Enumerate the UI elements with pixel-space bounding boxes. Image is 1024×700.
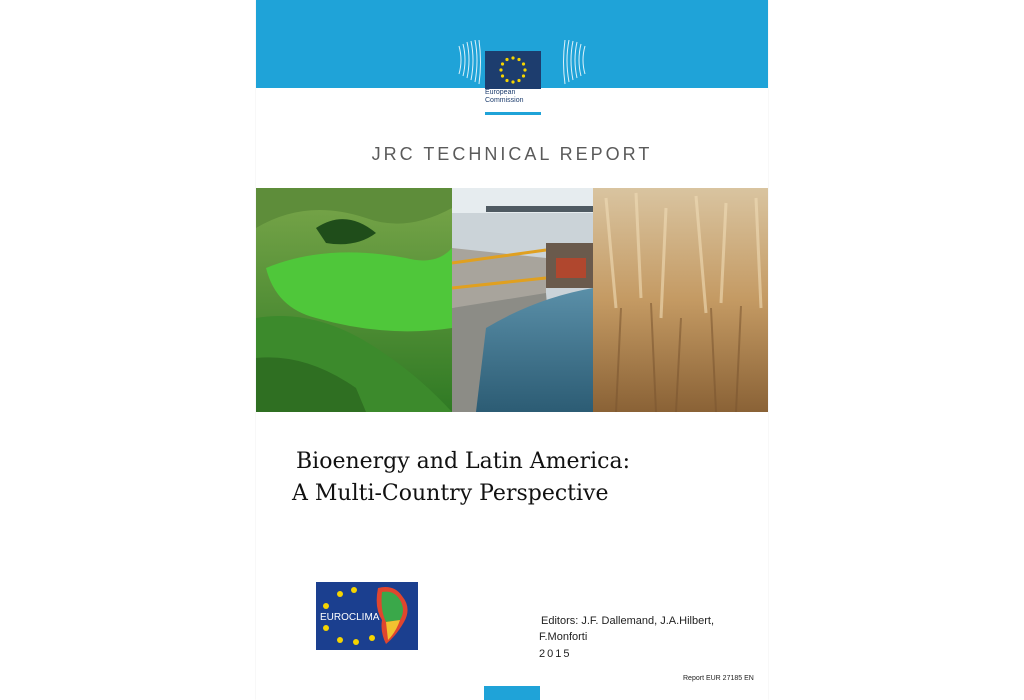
euroclima-label: EUROCLIMA [320,612,380,623]
european-commission-name [485,89,565,105]
cover-photo-strip [256,188,768,412]
ec-logo-underline [485,112,541,115]
report-title-line2: A Multi-Country Perspective [292,481,609,506]
report-cover [256,0,768,700]
bottom-blue-tab [484,686,540,700]
report-number: Report EUR 27185 EN [683,675,754,682]
euroclima-logo-icon [316,582,418,650]
publication-year: 2015 [539,648,572,660]
wheat-field-photo [593,188,768,412]
editors-line2: F.Monforti [539,631,588,643]
editors-line1: Editors: J.F. Dallemand, J.A.Hilbert, [541,615,715,627]
ec-name-line1: European [485,89,516,96]
green-hills-photo [256,188,452,412]
ec-name-line2: Commission [485,97,524,104]
water-canal-photo [452,188,593,412]
report-title-line1: Bioenergy and Latin America: [296,449,630,474]
report-type-heading: JRC TECHNICAL REPORT [371,144,653,164]
